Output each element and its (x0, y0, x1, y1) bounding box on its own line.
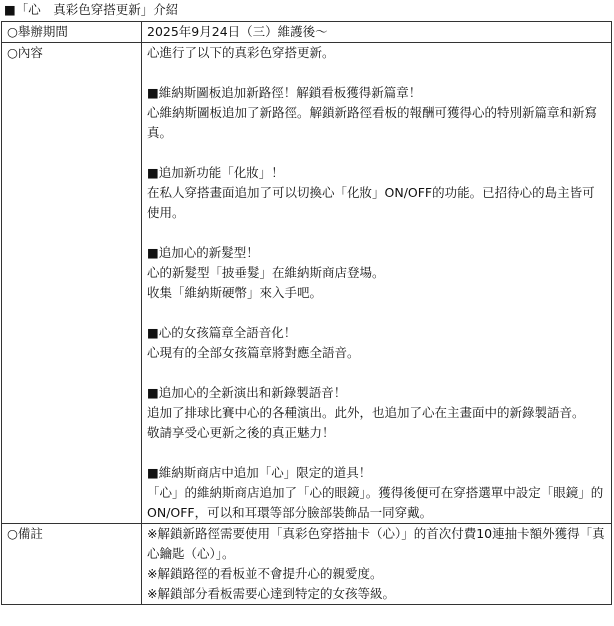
page-heading: ■「心 真彩色穿搭更新」介紹 (4, 2, 179, 17)
section-text: 在私人穿搭畫面追加了可以切換心「化妝」ON/OFF的功能。已招待心的島主皆可使用。 (147, 185, 595, 220)
period-text: 2025年9月24日（三）維護後～ (147, 24, 328, 39)
section-title: ■追加心的全新演出和新錄製語音！ (147, 385, 347, 400)
section-text: 心現有的全部女孩篇章將對應全語音。 (147, 345, 360, 360)
content-value (142, 43, 612, 524)
section-title: ■維納斯商店中追加「心」限定的道具！ (147, 465, 372, 480)
section-text: 收集「維納斯硬幣」來入手吧。 (147, 285, 323, 300)
table-row-content (2, 43, 612, 524)
period-value (142, 22, 612, 43)
notes-label: ○備註 (2, 524, 142, 605)
content-label: ○內容 (2, 43, 142, 524)
note-item: ※解鎖部分看板需要心達到特定的女孩等級。 (147, 586, 395, 601)
section-text: 心的新髮型「披垂髮」在維納斯商店登場。 (147, 265, 385, 280)
notes-value (142, 524, 612, 605)
section-title: ■心的女孩篇章全語音化！ (147, 325, 297, 340)
section-title: ■追加心的新髮型！ (147, 245, 259, 260)
info-table (1, 21, 612, 605)
section-text: 「心」的維納斯商店追加了「心的眼鏡」。獲得後便可在穿搭選單中設定「眼鏡」的ON/OFF，可以和耳環等部分臉部裝飾品一同穿戴。 (147, 485, 604, 520)
section-text: 心維納斯圖板追加了新路徑。解鎖新路徑看板的報酬可獲得心的特別新篇章和新寫真。 (147, 105, 598, 140)
section-text: 追加了排球比賽中心的各種演出。此外，也追加了心在主畫面中的新錄製語音。 (147, 405, 585, 420)
note-item: ※解鎖路徑的看板並不會提升心的親愛度。 (147, 566, 383, 581)
section-title: ■維納斯圖板追加新路徑！解鎖看板獲得新篇章！ (147, 85, 422, 100)
table-row-period (2, 22, 612, 43)
period-label: ○舉辦期間 (2, 22, 142, 43)
content-intro: 心進行了以下的真彩色穿搭更新。 (147, 45, 335, 60)
table-row-notes (2, 524, 612, 605)
note-item: ※解鎖新路徑需要使用「真彩色穿搭抽卡（心）」的首次付費10連抽卡額外獲得「真心鑰匙（心）」。 (147, 526, 605, 561)
section-title: ■追加新功能「化妝」！ (147, 165, 284, 180)
section-text: 敬請享受心更新之後的真正魅力！ (147, 425, 335, 440)
